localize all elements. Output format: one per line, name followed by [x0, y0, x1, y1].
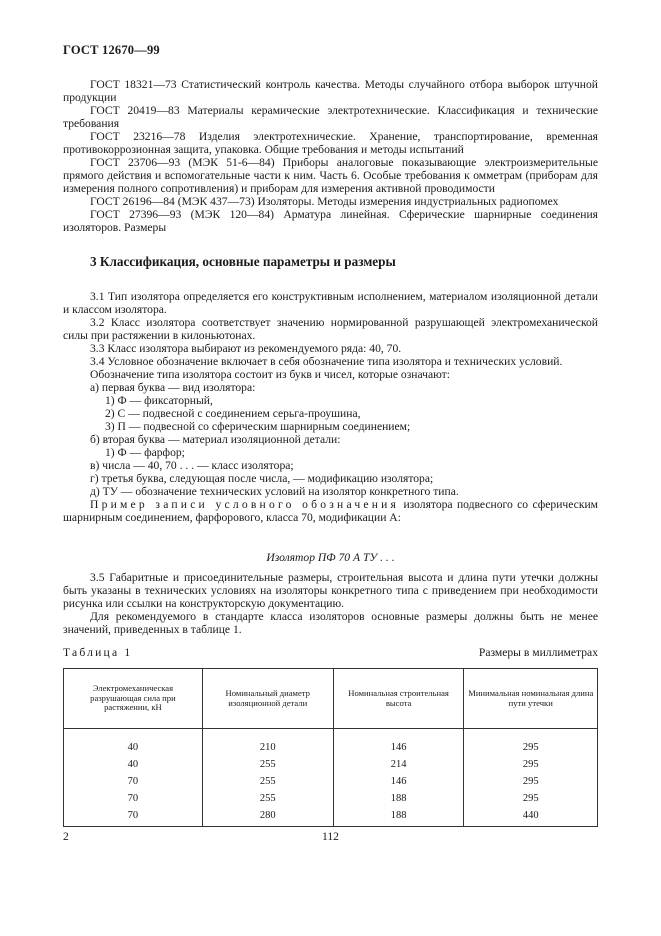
table-caption: Таблица 1 — [63, 646, 133, 659]
paragraph-3-5: 3.5 Габаритные и присоединительные размеры, строительная высота и длина пути утечки должны быть указаны в технических условиях на изоляторы конкретного типа с приведением при необходимости рисунка или ссылки на конструкторскую документацию. — [63, 571, 598, 610]
page-number: 2 — [63, 830, 69, 843]
table-cell: 70 — [64, 772, 203, 789]
table-row — [64, 729, 598, 756]
reference-item: ГОСТ 26196—84 (МЭК 437—73) Изоляторы. Методы измерения индустриальных радиопомех — [90, 195, 559, 208]
table-cell: 440 — [464, 806, 598, 827]
table-cell: 70 — [64, 806, 203, 827]
table-row — [64, 789, 598, 806]
list-item-a3: 3) П — подвесной со сферическим шарнирным соединением; — [105, 420, 411, 433]
list-item-a2: 2) С — подвесной с соединением серьга-проушина, — [105, 407, 361, 420]
example-rest: изолятора подвесного со сферическим шарнирным соединением, фарфорового, класса 70, модификации А: — [63, 498, 598, 524]
table-cell: 255 — [202, 772, 333, 789]
column-header: Минимальная номинальная длина пути утечки — [464, 669, 598, 729]
paragraph-3-3: 3.3 Класс изолятора выбирают из рекомендуемого ряда: 40, 70. — [90, 342, 402, 355]
column-header: Номинальная строительная высота — [333, 669, 464, 729]
type-intro: Обозначение типа изолятора состоит из букв и чисел, которые означают: — [90, 368, 450, 381]
table-cell: 295 — [464, 772, 598, 789]
paragraph-3-2: 3.2 Класс изолятора соответствует значению нормированной разрушающей электромеханической силы при растяжении в килоньютонах. — [63, 316, 598, 342]
list-item-d: д) ТУ — обозначение технических условий на изолятор конкретного типа. — [90, 485, 459, 498]
table-cell: 295 — [464, 789, 598, 806]
table-row — [64, 806, 598, 827]
list-item-a: а) первая буква — вид изолятора: — [90, 381, 256, 394]
reference-item: ГОСТ 20419—83 Материалы керамические электротехнические. Классификация и технические требования — [63, 104, 598, 130]
document-header: ГОСТ 12670—99 — [63, 43, 160, 57]
column-header: Номинальный диаметр изоляционной детали — [202, 669, 333, 729]
table-cell: 146 — [333, 729, 464, 756]
table-cell: 295 — [464, 755, 598, 772]
reference-item: ГОСТ 23706—93 (МЭК 51-6—84) Приборы аналоговые показывающие электроизмерительные прямого действия и вспомогательные части к ним. Часть 6. Особые требования к омметрам (приборам для измерения полного сопротивления) и приборам для измерения активной проводимости — [63, 156, 598, 195]
reference-item: ГОСТ 18321—73 Статистический контроль качества. Методы случайного отбора выборок штучной продукции — [63, 78, 598, 104]
table-cell: 188 — [333, 789, 464, 806]
table-cell: 210 — [202, 729, 333, 756]
normative-references — [63, 78, 598, 234]
section-heading: 3 Классификация, основные параметры и размеры — [90, 254, 396, 269]
list-item-g: г) третья буква, следующая после числа, — модификацию изолятора; — [90, 472, 434, 485]
table-cell: 255 — [202, 755, 333, 772]
example-intro — [63, 498, 598, 524]
list-item-v: в) числа — 40, 70 . . . — класс изолятора; — [90, 459, 294, 472]
table-cell: 280 — [202, 806, 333, 827]
table-cell: 295 — [464, 729, 598, 756]
table-units: Размеры в миллиметрах — [478, 646, 598, 659]
list-item-b1: 1) Ф — фарфор; — [105, 446, 185, 459]
list-item-b: б) вторая буква — материал изоляционной детали: — [90, 433, 341, 446]
table-cell: 146 — [333, 772, 464, 789]
dimensions-table — [63, 668, 598, 827]
table-cell: 188 — [333, 806, 464, 827]
section-body — [63, 290, 598, 524]
paragraph-3-1: 3.1 Тип изолятора определяется его конструктивным исполнением, материалом изоляционной детали и классом изолятора. — [63, 290, 598, 316]
example-lead: Пример записи условного обозначения — [90, 498, 400, 511]
table-cell: 255 — [202, 789, 333, 806]
list-item-a1: 1) Ф — фиксаторный, — [105, 394, 213, 407]
table-cell: 40 — [64, 729, 203, 756]
example-designation: Изолятор ПФ 70 А ТУ . . . — [266, 551, 395, 564]
table-cell: 40 — [64, 755, 203, 772]
table-cell: 214 — [333, 755, 464, 772]
table-row — [64, 772, 598, 789]
paragraph-3-4: 3.4 Условное обозначение включает в себя обозначение типа изолятора и технических условий. — [90, 355, 563, 368]
reference-item: ГОСТ 27396—93 (МЭК 120—84) Арматура линейная. Сферические шарнирные соединения изоляторов. Размеры — [63, 208, 598, 234]
reference-item: ГОСТ 23216—78 Изделия электротехнические. Хранение, транспортирование, временная противокоррозионная защита, упаковка. Общие требования и методы испытаний — [63, 130, 598, 156]
section-body-continued — [63, 571, 598, 636]
table-row — [64, 755, 598, 772]
column-header: Электромеханическая разрушающая сила при растяжении, кН — [64, 669, 203, 729]
table-header-row — [64, 669, 598, 729]
table-cell: 70 — [64, 789, 203, 806]
paragraph-recommend: Для рекомендуемого в стандарте класса изоляторов основные размеры должны быть не менее значений, приведенных в таблице 1. — [63, 610, 598, 636]
center-page-number: 112 — [322, 830, 339, 843]
